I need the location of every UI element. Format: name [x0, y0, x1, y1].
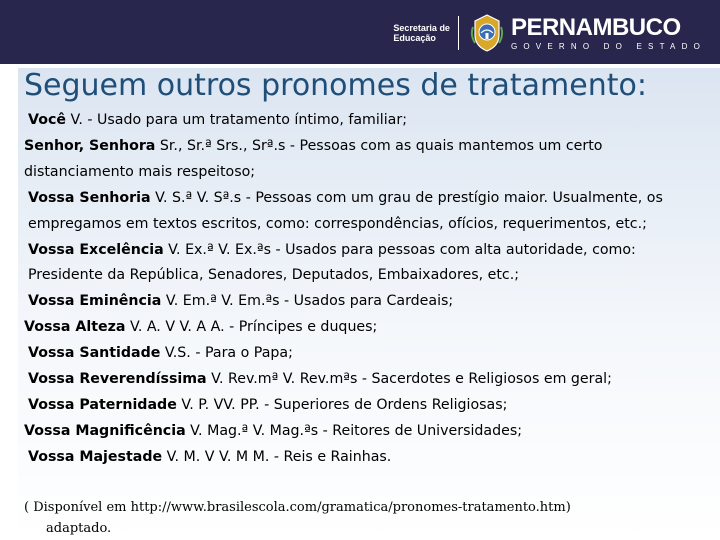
pronoun-description: V. - Usado para um tratamento íntimo, familiar; — [65, 112, 407, 128]
pronoun-description: V. Ex.ª V. Ex.ªs - Usados para pessoas com alta autoridade, como: Presidente da República, Senadores, Deputados, Embaixadores, etc.; — [28, 241, 636, 284]
pronoun-term: Vossa Magnificência — [24, 422, 186, 439]
government-logo — [393, 10, 706, 56]
pronoun-term: Vossa Reverendíssima — [28, 371, 207, 388]
brand-name: PERNAMBUCO — [510, 13, 681, 41]
list-item — [24, 108, 694, 134]
pronoun-description: V. Mag.ª V. Mag.ªs - Reitores de Universidades; — [185, 422, 523, 439]
pronoun-description: V. P. VV. PP. - Superiores de Ordens Religiosas; — [176, 396, 508, 413]
pronoun-description: Sr., Sr.ª Srs., Srª.s - Pessoas com as quais mantemos um certo distanciamento mais respeitoso; — [24, 137, 603, 180]
pronoun-term: Vossa Excelência — [28, 241, 164, 258]
secretaria-line-1: Secretaria de — [393, 23, 450, 33]
list-item — [24, 238, 694, 290]
pronoun-term: Vossa Santidade — [28, 345, 161, 362]
list-item — [24, 289, 694, 315]
list-item — [24, 134, 694, 186]
source-line-2: adaptado. — [46, 521, 112, 536]
secretaria-line-2: Educação — [393, 33, 436, 43]
pronoun-term: Você — [28, 112, 66, 128]
pronoun-description: V. M. V V. M M. - Reis e Rainhas. — [162, 448, 392, 465]
pronoun-description: V. Em.ª V. Em.ªs - Usados para Cardeais; — [161, 293, 454, 310]
list-item — [24, 393, 694, 419]
list-item — [24, 445, 694, 471]
pronoun-description: V. A. V V. A A. - Príncipes e duques; — [125, 319, 378, 336]
pronoun-description: V. S.ª V. Sª.s - Pessoas com um grau de prestígio maior. Usualmente, os empregamos em textos escritos, como: correspondências, ofícios, requerimentos, etc.; — [28, 189, 663, 232]
logo-divider — [458, 16, 459, 50]
source-citation — [24, 497, 694, 539]
secretaria-label — [393, 23, 450, 43]
list-item — [24, 419, 694, 445]
brand-subtitle: GOVERNO DO ESTADO — [510, 41, 706, 51]
pronoun-description: V.S. - Para o Papa; — [160, 345, 293, 362]
list-item — [24, 341, 694, 367]
list-item — [24, 367, 694, 393]
pronoun-term: Vossa Paternidade — [28, 396, 177, 413]
header-bar — [0, 0, 720, 64]
pronoun-term: Vossa Majestade — [28, 448, 163, 465]
source-line-1: ( Disponível em http://www.brasilescola.com/gramatica/pronomes-tratamento.htm) — [24, 500, 571, 515]
brand-wordmark — [511, 15, 706, 52]
pronoun-list — [24, 108, 694, 471]
slide-title: Seguem outros pronomes de tratamento: — [24, 68, 647, 103]
pronoun-term: Vossa Alteza — [24, 319, 126, 336]
pronoun-term: Senhor, Senhora — [24, 137, 156, 154]
pronoun-description: V. Rev.mª V. Rev.mªs - Sacerdotes e Religiosos em geral; — [206, 371, 612, 388]
list-item — [24, 186, 694, 238]
pronoun-term: Vossa Senhoria — [28, 189, 151, 206]
list-item — [24, 315, 694, 341]
state-seal-icon — [469, 13, 505, 53]
pronoun-term: Vossa Eminência — [28, 293, 162, 310]
